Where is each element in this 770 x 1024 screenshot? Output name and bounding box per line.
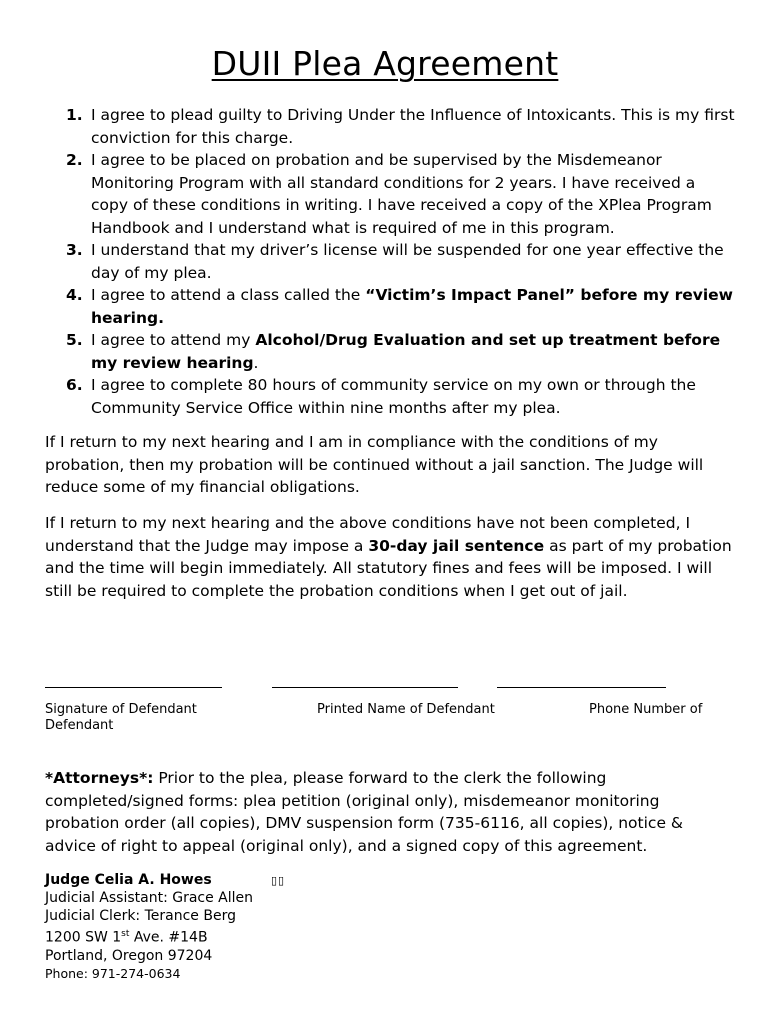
item-number: 6. <box>66 376 83 394</box>
printed-name-line[interactable] <box>272 686 458 688</box>
printed-name-label: Printed Name of Defendant <box>317 702 495 717</box>
item-text-plain: I agree to attend my <box>91 331 256 349</box>
item-text-end: . <box>253 353 259 372</box>
attorneys-text: Prior to the plea, please forward to the clerk the following completed/signed forms: plea petition (original only), misdemeanor monitoring probation order (all copies), DMV suspension form (735-6116, all copies), notice & advice of right to appeal (original only), and a signed copy of this agreement. <box>45 769 683 855</box>
item-text: I agree to complete 80 hours of community service on my own or through the Community Service Office within nine months after my plea. <box>91 376 696 417</box>
signature-label-line2: Defendant <box>45 718 114 733</box>
judge-name <box>45 871 253 889</box>
list-item <box>66 329 736 374</box>
list-item <box>66 374 736 419</box>
list-item <box>66 239 736 284</box>
phone-number-line[interactable] <box>497 686 666 688</box>
street-address <box>45 925 253 947</box>
item-number: 4. <box>66 286 83 304</box>
item-text: I agree to be placed on probation and be supervised by the Misdemeanor Monitoring Program with all standard conditions for 2 years. I have received a copy of these conditions in writing. I have received a copy of the XPlea Program Handbook and I understand what is required of me in this program. <box>91 151 712 237</box>
item-number: 5. <box>66 331 83 349</box>
city-state-zip: Portland, Oregon 97204 <box>45 947 213 964</box>
list-item <box>66 149 736 239</box>
document-title: DUII Plea Agreement <box>211 44 559 83</box>
jail-sentence-text: 30-day jail sentence <box>368 536 545 555</box>
compliance-paragraph: If I return to my next hearing and I am in compliance with the conditions of my probation, then my probation will be continued without a jail sanction. The Judge will reduce some of my financial obligations. <box>45 433 704 496</box>
item-number: 1. <box>66 106 83 124</box>
attorneys-note <box>45 767 735 857</box>
paragraph-text: If I return to my next hearing and the above conditions have not been completed, I understand that the Judge may impose a <box>45 514 691 555</box>
judge-contact-block <box>45 871 253 983</box>
list-item <box>66 284 736 329</box>
item-text-bold: “Victim’s Impact Panel” before my review hearing. <box>91 286 733 327</box>
defendant-signature-line[interactable] <box>45 686 222 688</box>
item-text-plain: I agree to attend a class called the <box>91 286 366 304</box>
placeholder-glyphs: ▯▯ <box>271 874 286 887</box>
judicial-assistant: Judicial Assistant: Grace Allen <box>45 890 254 906</box>
item-text-bold: Alcohol/Drug Evaluation and set up treatment before my review hearing <box>91 331 721 372</box>
list-item <box>66 104 736 149</box>
address-number: 1200 SW 1 <box>45 929 122 946</box>
signature-label-line1: Signature of Defendant <box>45 702 197 717</box>
paragraph-text-end: as part of my probation and the time will begin immediately. All statutory fines and fees will be imposed. I will still be required to complete the probation conditions when I get out of jail. <box>45 536 732 600</box>
noncompliance-paragraph <box>45 512 735 602</box>
item-number: 3. <box>66 241 83 259</box>
judge-name-text: Judge Celia A. Howes <box>45 872 212 888</box>
address-street: Ave. #14B <box>129 929 208 946</box>
item-number: 2. <box>66 151 83 169</box>
item-text <box>91 284 736 329</box>
agreement-list <box>66 104 736 419</box>
judicial-clerk: Judicial Clerk: Terance Berg <box>45 908 236 924</box>
address-ordinal: st <box>121 929 130 939</box>
phone-number-label: Phone Number of <box>589 702 703 717</box>
item-text: I agree to plead guilty to Driving Under the Influence of Intoxicants. This is my first conviction for this charge. <box>91 106 735 147</box>
attorneys-label: *Attorneys*: <box>45 769 154 787</box>
item-text: I understand that my driver’s license will be suspended for one year effective the day of my plea. <box>91 241 724 282</box>
defendant-signature-label <box>45 702 197 734</box>
phone-number: Phone: 971-274-0634 <box>45 965 181 981</box>
item-text <box>91 329 736 374</box>
